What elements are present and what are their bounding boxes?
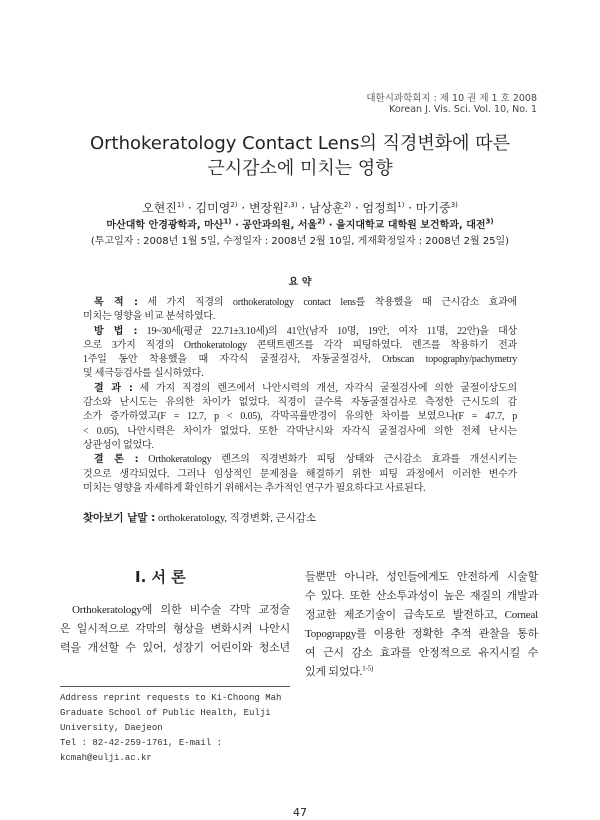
- intro-left-line: 력을 개선할 수 있어, 성장기 어린이와 청소년: [60, 642, 290, 655]
- intro-right-line: [305, 587, 538, 606]
- intro-right-line: [305, 606, 538, 625]
- abstract-methods-line: [83, 353, 517, 367]
- intro-right-column: [305, 568, 538, 682]
- abstract-purpose-label: 목 적 :: [94, 297, 138, 308]
- abstract-results-line: [83, 439, 517, 453]
- footnote-line: Tel : 82-42-259-1761, E-mail : kcmah@eulji.ac.kr: [60, 738, 223, 764]
- citation-marker: 1-5): [362, 664, 374, 673]
- abstract-purpose-text: 미치는 영향을 비교 분석하였다.: [83, 311, 216, 323]
- authors: 오현진$^{1)}$ · 김미영$^{2)}$ · 변장원$^{2,3)}$ · 남상훈$^{2)}$ · 엄정희$^{1)}$ · 마기중$^{3)}$: [142, 201, 458, 215]
- footnote-line: Graduate School of Public Health, Eulji University, Daejeon: [60, 708, 271, 734]
- intro-right-text: 수 있다. 또한 산소투과성이 높은 재질의 개발과: [305, 590, 538, 603]
- abstract-methods-line: [83, 325, 517, 339]
- affiliation-marker: 3): [485, 217, 494, 226]
- abstract-results-label: 결 과 :: [94, 382, 133, 394]
- author-name: 엄정희: [362, 201, 398, 215]
- author-name: 오현진: [142, 201, 177, 215]
- two-column-body: [0, 568, 600, 766]
- affiliation-marker: 1): [223, 217, 232, 226]
- abstract-heading: 요 약: [288, 277, 312, 288]
- title-line-1: Orthokeratology Contact Lens의 직경변화에 따른: [89, 133, 511, 154]
- intro-right-text: Topograpgy를 이용한 정확한 추적 관찰을 통하: [305, 628, 538, 641]
- abstract-methods-text: 으로 3가지 직경의 Orthokeratology 콘택트렌즈를 각각 피팅하였다. 렌즈를 착용하기 전과: [83, 339, 517, 351]
- intro-right-line: [305, 625, 538, 644]
- abstract-methods-line: [83, 339, 517, 353]
- abstract-results-line: [83, 396, 517, 410]
- author-affiliation-marker: 1): [397, 201, 405, 209]
- author-affiliation-marker: 1): [176, 201, 185, 209]
- keywords-label: 찾아보기 낱말 :: [83, 512, 156, 525]
- page-number: 47: [293, 806, 307, 820]
- affiliation: 마산대학 안경광학과, 마산: [106, 220, 224, 231]
- abstract-results-line: [83, 410, 517, 424]
- footnote-line: Address reprint requests to Ki-Choong Mah: [60, 693, 282, 704]
- abstract-results-text: 소가 증가하였고(F = 12.7, p < 0.05), 각막곡률반경이 유의한 차이를 보였으나(F = 47.7, p: [83, 411, 517, 423]
- keywords: [83, 511, 517, 526]
- intro-left-column: [60, 568, 290, 766]
- author-affiliation-marker: 2,3): [283, 201, 298, 209]
- intro-right-text: 여 근시 감소 효과를 안정적으로 유지시킬 수: [305, 647, 538, 660]
- dates: (투고일자 : 2008년 1월 5일, 수정일자 : 2008년 2월 10일, 게재확정일자 : 2008년 2월 25일): [90, 236, 510, 247]
- title-line-2: 근시감소에 미치는 영향: [207, 158, 393, 179]
- affiliations: 마산대학 안경광학과, 마산$^{1)}$ · 공안과의원, 서울$^{2)}$ · 을지대학교 대학원 보건학과, 대전$^{3)}$: [106, 217, 494, 231]
- section-heading-introduction: I. 서 론: [135, 568, 186, 587]
- author-affiliation-marker: 3): [450, 201, 458, 209]
- abstract-methods-label: 방 법 :: [94, 325, 138, 337]
- affiliation-marker: 2): [317, 217, 326, 226]
- intro-right-text: 정교한 제조기술이 급속도로 발전하고, Corneal: [305, 609, 538, 622]
- abstract-purpose-text: 세 가지 직경의 orthokeratology contact lens를 착용했을 때 근시감소 효과에: [147, 297, 517, 308]
- journal-header-ko: 대한시과학회지 : 제 10 권 제 1 호 2008: [366, 93, 537, 104]
- intro-left-text: [60, 601, 290, 658]
- abstract-results-text: 감소와 난시도는 유의한 차이가 없었다. 직경이 클수록 자동굴절검사로 측정한 근시도의 감: [83, 397, 517, 409]
- intro-right-line: [305, 568, 538, 587]
- keywords-text: orthokeratology, 직경변화, 근시감소: [158, 513, 317, 525]
- intro-right-line: [305, 663, 538, 682]
- abstract-results-line: [83, 425, 517, 439]
- author-name: 마기중: [415, 201, 451, 215]
- abstract-methods-text: 및 세극등검사를 실시하였다.: [83, 368, 204, 380]
- paper-body: [0, 276, 600, 819]
- intro-right-line: [305, 644, 538, 663]
- abstract-methods-text: 19~30세(평균 22.71±3.10세)의 41안(남자 10명, 19안, 여자 11명, 22안)을 대상: [146, 325, 517, 337]
- abstract-body: [83, 296, 517, 496]
- abstract-conclusion-line: [83, 482, 517, 496]
- abstract-methods-text: 1주일 동안 착용했을 때 자각식 굴절검사, 자동굴절검사, Orbscan topography/pachymetry: [83, 354, 517, 366]
- abstract-conclusion-label: 결 론 :: [94, 454, 139, 466]
- abstract-results-line: [83, 382, 517, 396]
- abstract-results-text: < 0.05), 나안시력은 차이가 없었다. 또한 각막난시와 자각식 굴절검사에 의한 전체 난시는: [83, 425, 517, 437]
- abstract-results-text: 세 가지 직경의 렌즈에서 나안시력의 개선, 자각식 굴절검사에 의한 굴절이상도의: [139, 382, 517, 394]
- abstract-conclusion-line: [83, 468, 517, 482]
- intro-left-line: Orthokeratology에 의한 비수술 각막 교정술: [72, 604, 290, 617]
- journal-header-en: Korean J. Vis. Sci. Vol. 10, No. 1: [389, 104, 537, 115]
- author-affiliation-marker: 2): [343, 201, 352, 209]
- author-affiliation-marker: 2): [230, 201, 238, 209]
- author-name: 김미영: [195, 201, 231, 215]
- abstract-conclusion-text: Orthokeratology 렌즈의 직경변화가 피팅 상태와 근시감소 효과를 개선시키는: [148, 454, 517, 466]
- intro-right-text: 있게 되었다.: [305, 666, 363, 679]
- intro-right-text: 들뿐만 아니라, 성인들에게도 안전하게 시술할: [305, 571, 538, 584]
- abstract-conclusion-text: 것으로 생각되었다. 그러나 임상적인 문제점을 해결하기 위한 피팅 과정에서 이러한 변수가: [83, 468, 517, 480]
- author-name: 변장원: [248, 201, 284, 215]
- abstract-conclusion-line: [83, 453, 517, 467]
- abstract-methods-line: [83, 367, 517, 381]
- author-name: 남상훈: [309, 201, 344, 215]
- affiliation: 을지대학교 대학원 보건학과, 대전: [336, 220, 486, 231]
- abstract-purpose-line: [83, 296, 517, 310]
- intro-left-line: 은 일시적으로 각막의 형상을 변화시켜 나안시: [60, 623, 290, 636]
- abstract-conclusion-text: 미치는 영향을 자세하게 확인하기 위해서는 추가적인 연구가 필요하다고 사료된다.: [83, 482, 426, 494]
- abstract-results-text: 상관성이 없었다.: [83, 439, 154, 451]
- affiliation: 공안과의원, 서울: [242, 220, 318, 231]
- footnote: [60, 686, 290, 766]
- abstract-purpose-line: [83, 310, 517, 324]
